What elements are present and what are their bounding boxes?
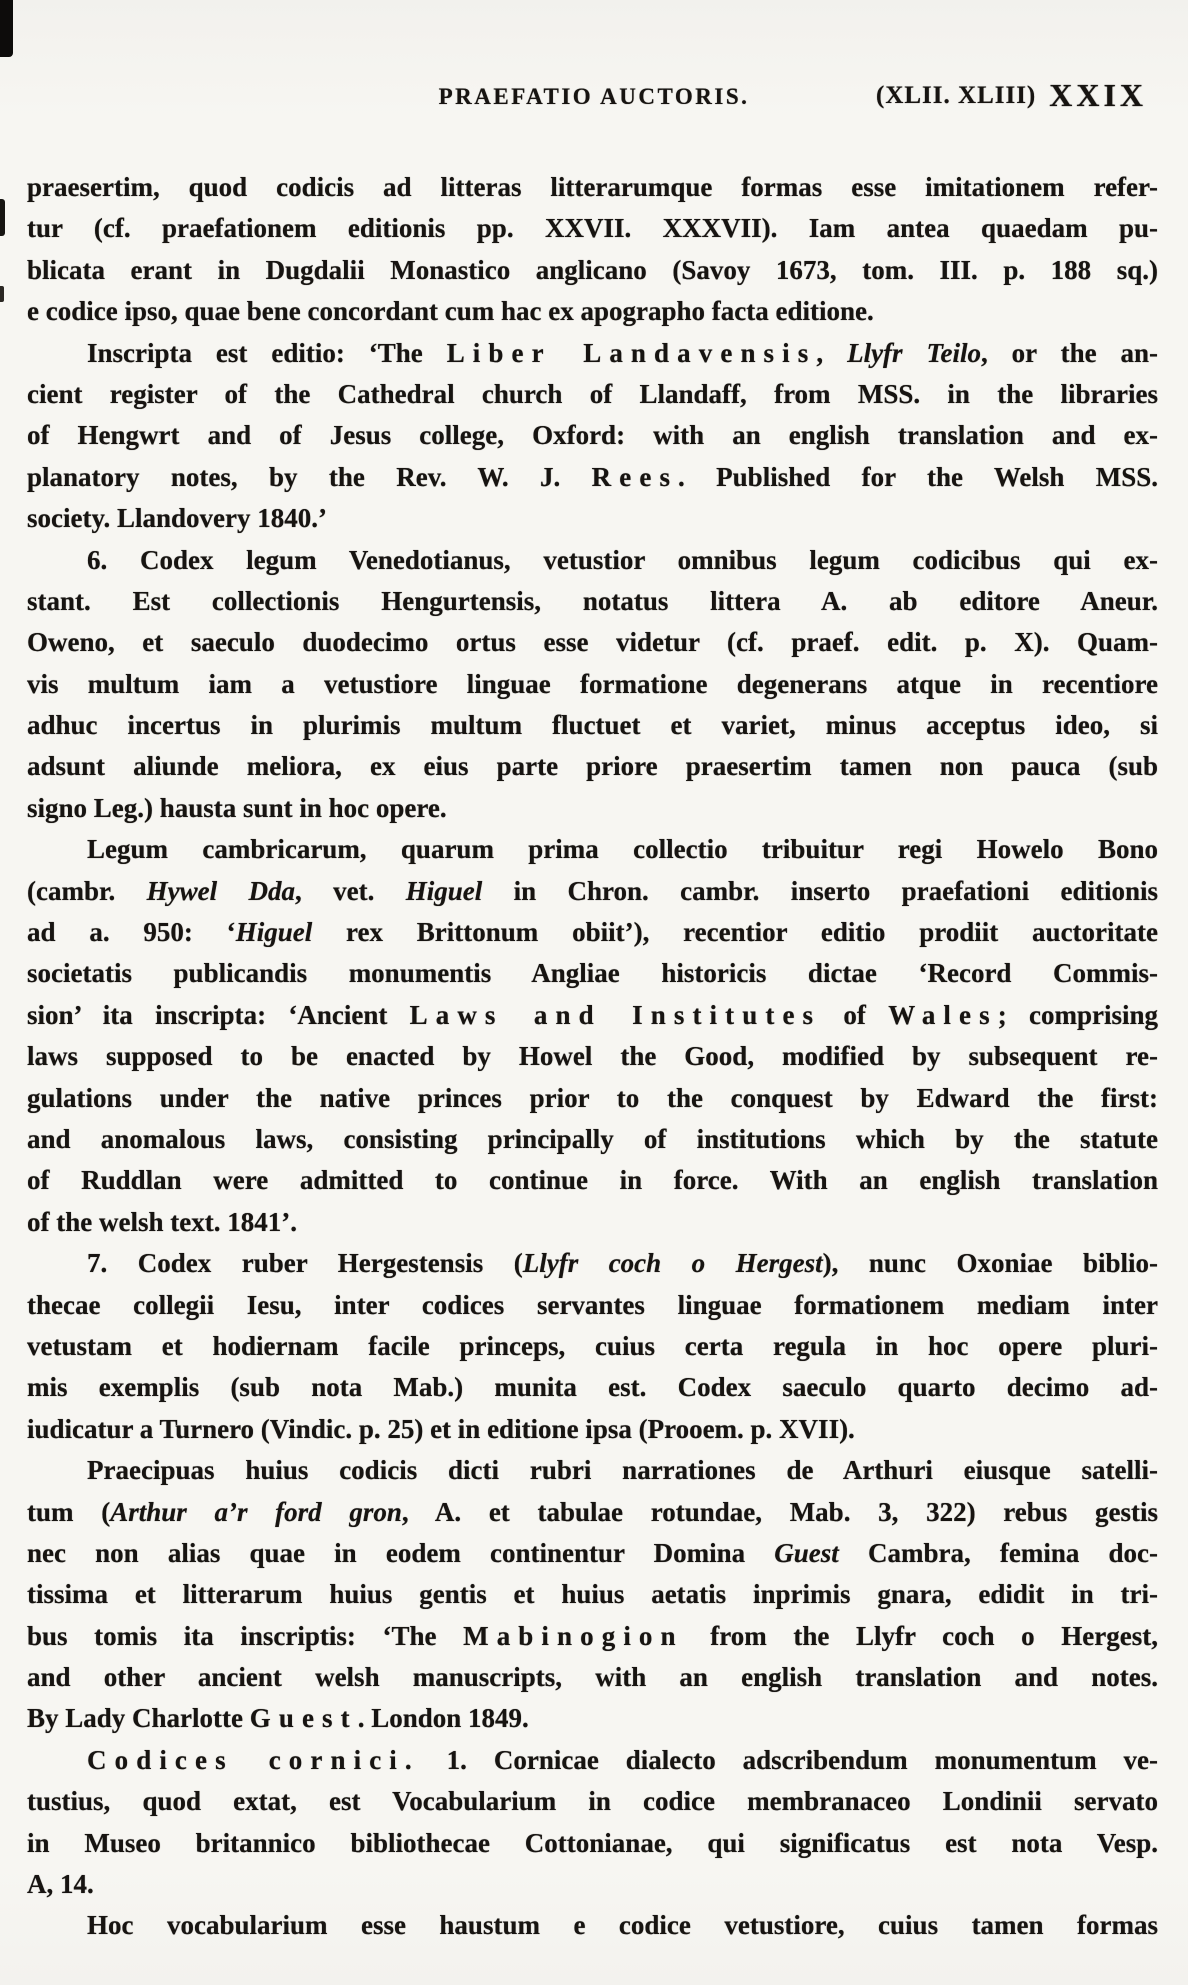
text-run: gulations under the native princes prior to the conquest by Edward the first: <box>27 1082 1158 1113</box>
text-line <box>27 1160 1158 1201</box>
text-run: A, 14. <box>27 1869 94 1900</box>
text-run: 6. Codex legum Venedotianus, vetustior omnibus legum codicibus qui ex- <box>87 544 1158 575</box>
text-run: Liber Landavensis <box>446 337 817 368</box>
text-line <box>27 1326 1158 1367</box>
text-line <box>27 746 1158 787</box>
text-run: laws supposed to be enacted by Howel the Good, modified by subsequent re- <box>27 1041 1158 1072</box>
text-line <box>27 788 1158 829</box>
text-run: 7. Codex ruber Hergestensis ( <box>87 1248 523 1279</box>
text-run: iudicatur a Turnero (Vindic. p. 25) et in editione ipsa (Prooem. p. XVII). <box>27 1413 855 1444</box>
text-run: Legum cambricarum, quarum prima collectio tribuitur regi Howelo Bono <box>87 834 1158 865</box>
text-run: , A. et tabulae rotundae, Mab. 3, 322) rebus gestis <box>401 1496 1159 1527</box>
text-line <box>27 540 1158 581</box>
text-run: stant. Est collectionis Hengurtensis, notatus littera A. ab editore Aneur. <box>27 585 1158 616</box>
text-run: and other ancient welsh manuscripts, with an english translation and notes. <box>27 1662 1158 1693</box>
text-run: e codice ipso, quae bene concordant cum hac ex apographo facta editione. <box>27 296 874 327</box>
text-line <box>27 664 1158 705</box>
text-run: society. Llandovery 1840.’ <box>27 503 327 534</box>
text-run: Llyfr coch o Hergest <box>522 1248 823 1279</box>
text-line <box>27 581 1158 622</box>
text-run: 1. Cornicae dialecto adscribendum monumentum ve- <box>419 1744 1159 1775</box>
text-run: bus tomis ita inscriptis: ‘The <box>27 1620 464 1651</box>
text-run: Guest <box>774 1537 839 1568</box>
text-line <box>27 1905 1158 1946</box>
text-run: ; comprising <box>997 999 1158 1030</box>
text-line <box>27 1409 1158 1450</box>
text-run: ), nunc Oxoniae biblio- <box>822 1248 1158 1279</box>
text-run: vis multum iam a vetustiore linguae formatione degenerans atque in recentiore <box>27 668 1158 699</box>
text-run: , vet. <box>294 875 406 906</box>
text-line <box>27 167 1158 208</box>
text-run: Inscripta est editio: ‘The <box>87 337 447 368</box>
text-run: Higuel <box>405 875 483 906</box>
text-run: of the welsh text. 1841’. <box>27 1206 297 1237</box>
text-run: in Museo britannico bibliothecae Cottonianae, qui significatus est nota Vesp. <box>27 1827 1158 1858</box>
text-run: Llyfr Teilo <box>847 337 981 368</box>
section-reference: (XLII. XLIII) <box>876 82 1037 109</box>
text-line <box>27 498 1158 539</box>
text-line <box>27 1036 1158 1077</box>
text-run: , or the an- <box>980 337 1159 368</box>
text-run: Cambra, femina doc- <box>838 1537 1158 1568</box>
text-run: (cambr. <box>27 875 147 906</box>
text-line <box>27 250 1158 291</box>
text-line <box>27 1533 1158 1574</box>
text-run: Hoc vocabularium esse haustum e codice vetustiore, cuius tamen formas <box>87 1910 1158 1941</box>
text-line <box>27 912 1158 953</box>
text-run: Higuel <box>235 917 313 948</box>
text-line <box>27 1202 1158 1243</box>
text-line <box>27 1823 1158 1864</box>
text-run: Guest <box>249 1703 358 1734</box>
text-line <box>27 1864 1158 1905</box>
text-run: tum ( <box>27 1496 111 1527</box>
text-line <box>27 291 1158 332</box>
text-run: Mabinogion <box>463 1620 684 1651</box>
scan-artifact-top-left <box>0 0 13 57</box>
text-run: thecae collegii Iesu, inter codices servantes linguae formationem mediam inter <box>27 1289 1158 1320</box>
text-line <box>27 1781 1158 1822</box>
text-run: of Hengwrt and of Jesus college, Oxford: with an english translation and ex- <box>27 420 1158 451</box>
text-run: , <box>816 337 848 368</box>
text-line <box>27 995 1158 1036</box>
text-line <box>27 1450 1158 1491</box>
text-run: Laws and Institutes <box>409 999 822 1030</box>
text-run: adsunt aliunde meliora, ex eius parte priore praesertim tamen non pauca (sub <box>27 751 1158 782</box>
text-run: and anomalous laws, consisting principally of institutions which by the statute <box>27 1123 1158 1154</box>
text-line <box>27 1285 1158 1326</box>
text-line <box>27 208 1158 249</box>
text-line <box>27 1740 1158 1781</box>
text-line <box>27 705 1158 746</box>
text-run: praesertim, quod codicis ad litteras litterarumque formas esse imitationem refer- <box>27 172 1158 202</box>
text-run: cient register of the Cathedral church of Llandaff, from MSS. in the libraries <box>27 378 1158 409</box>
text-run: Arthur a’r ford gron <box>110 1496 402 1527</box>
scan-artifact-left-low <box>0 286 4 302</box>
text-run: mis exemplis (sub nota Mab.) munita est. Codex saeculo quarto decimo ad- <box>27 1372 1158 1403</box>
text-line <box>27 953 1158 994</box>
text-line <box>27 1616 1158 1657</box>
text-run: from the Llyfr coch o Hergest, <box>683 1620 1158 1651</box>
text-run: tissima et litterarum huius gentis et huius aetatis inprimis gnara, edidit in tri- <box>27 1579 1158 1610</box>
text-run: nec non alias quae in eodem continentur Domina <box>27 1537 775 1568</box>
running-header-title: PRAEFATIO AUCTORIS. <box>438 84 750 109</box>
text-run: . London 1849. <box>357 1703 529 1734</box>
text-run: rex Brittonum obiit’), recentior editio prodiit auctoritate <box>312 917 1159 948</box>
text-run: Oweno, et saeculo duodecimo ortus esse videtur (cf. praef. edit. p. X). Quam- <box>27 627 1158 658</box>
page-number: XXIX <box>1049 77 1147 113</box>
text-run: in Chron. cambr. inserto praefationi editionis <box>482 875 1159 906</box>
text-run: Codices cornici. <box>87 1744 420 1775</box>
text-line <box>27 1657 1158 1698</box>
text-run: . Published for the Welsh MSS. <box>678 461 1158 492</box>
text-line <box>27 871 1158 912</box>
text-line <box>27 457 1158 498</box>
text-run: Wales <box>888 999 998 1030</box>
text-line <box>27 1243 1158 1284</box>
text-line <box>27 1119 1158 1160</box>
text-line <box>27 622 1158 663</box>
text-run: of <box>821 999 889 1030</box>
text-run: sion’ ita inscripta: ‘Ancient <box>27 999 410 1030</box>
text-run: adhuc incertus in plurimis multum fluctuet et variet, minus acceptus ideo, si <box>27 710 1158 741</box>
text-run: of Ruddlan were admitted to continue in force. With an english translation <box>27 1165 1158 1196</box>
text-run: Hywel Dda <box>146 875 295 906</box>
text-line <box>27 415 1158 456</box>
text-line <box>27 1078 1158 1119</box>
text-run: tur (cf. praefationem editionis pp. XXVII. XXXVII). Iam antea quaedam pu- <box>27 213 1158 244</box>
text-run: planatory notes, by the Rev. W. J. <box>27 461 592 492</box>
text-line <box>27 829 1158 870</box>
text-block <box>27 167 1158 1947</box>
scan-artifact-left-mid <box>0 199 5 236</box>
text-run: societatis publicandis monumentis Angliae historicis dictae ‘Record Commis- <box>27 958 1158 989</box>
text-run: ad a. 950: ‘ <box>27 917 236 948</box>
text-line <box>27 1492 1158 1533</box>
text-line <box>27 1367 1158 1408</box>
text-line <box>27 374 1158 415</box>
text-run: vetustam et hodiernam facile princeps, cuius certa regula in hoc opere pluri- <box>27 1330 1158 1361</box>
text-run: signo Leg.) hausta sunt in hoc opere. <box>27 792 447 823</box>
text-line <box>27 333 1158 374</box>
text-line <box>27 1698 1158 1739</box>
text-run: By Lady Charlotte <box>27 1703 250 1734</box>
text-line <box>27 1574 1158 1615</box>
text-run: blicata erant in Dugdalii Monastico anglicano (Savoy 1673, tom. III. p. 188 sq.) <box>27 254 1158 285</box>
text-run: Praecipuas huius codicis dicti rubri narrationes de Arthuri eiusque satelli- <box>87 1455 1158 1486</box>
text-run: tustius, quod extat, est Vocabularium in codice membranaceo Londinii servato <box>27 1786 1158 1817</box>
text-run: Rees <box>591 461 679 492</box>
